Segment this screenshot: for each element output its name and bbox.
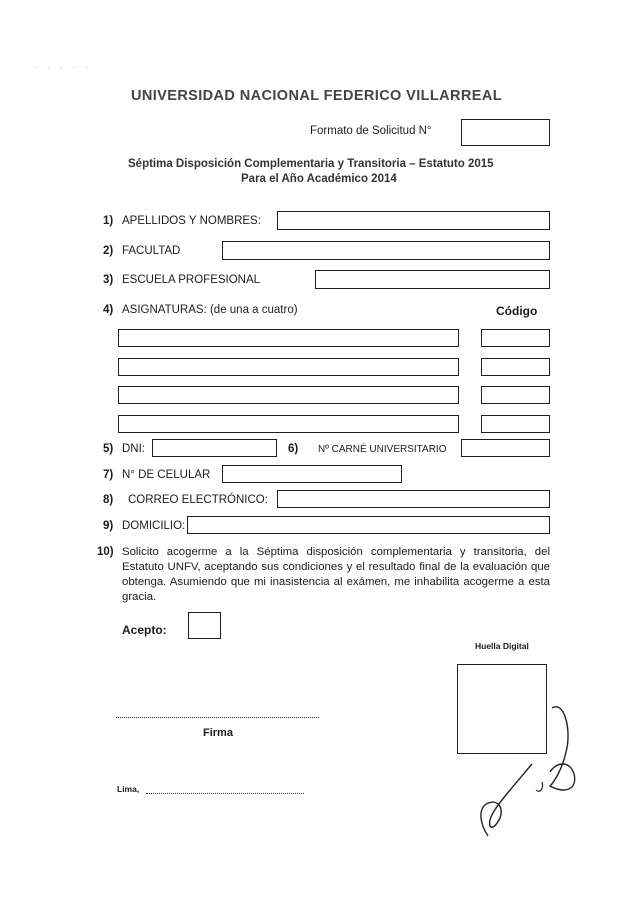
facultad-label: FACULTAD [122, 245, 181, 257]
domicilio-label: DOMICILIO: [122, 520, 186, 532]
handwritten-signature-icon [470, 690, 590, 860]
dni-field[interactable] [152, 439, 277, 457]
domicilio-field[interactable] [187, 516, 550, 534]
correo-field[interactable] [277, 490, 550, 508]
field-2-number: 2) [103, 245, 114, 257]
asignaturas-label: ASIGNATURAS: (de una a cuatro) [122, 304, 298, 316]
declaration-text: Solicito acogerme a la Séptima disposición complementaria y transitoria, del Estatuto UNFV, aceptando sus condiciones y el resultado final de la evaluación que obtenga. Asumiendo que mi inasistencia al exámen, me inhabilita acogerme a esta gracia. [122, 546, 550, 603]
field-5-number: 5) [103, 443, 114, 455]
apellidos-nombres-label: APELLIDOS Y NOMBRES: [122, 215, 261, 227]
carne-universitario-label: Nº CARNÉ UNIVERSITARIO [318, 444, 447, 455]
date-line[interactable] [146, 792, 304, 794]
form-number-box[interactable] [461, 119, 550, 146]
huella-digital-label: Huella Digital [475, 641, 529, 651]
apellidos-nombres-field[interactable] [277, 211, 550, 230]
codigo-field-1[interactable] [481, 329, 550, 347]
escuela-profesional-label: ESCUELA PROFESIONAL [122, 274, 261, 286]
form-number-label: Formato de Solicitud N° [310, 125, 432, 137]
field-6-number: 6) [288, 443, 299, 455]
facultad-field[interactable] [222, 241, 550, 260]
asignatura-field-2[interactable] [118, 358, 459, 376]
subtitle-line1: Séptima Disposición Complementaria y Transitoria – Estatuto 2015 [128, 158, 494, 170]
asignatura-field-1[interactable] [118, 329, 459, 347]
university-title: UNIVERSIDAD NACIONAL FEDERICO VILLARREAL [131, 88, 502, 104]
celular-label: N° DE CELULAR [122, 469, 211, 481]
scan-specks: · · · · · [34, 63, 93, 72]
dni-label: DNI: [122, 443, 145, 455]
signature-line[interactable] [116, 716, 319, 718]
acepto-checkbox[interactable] [188, 612, 221, 639]
asignatura-field-4[interactable] [118, 415, 459, 433]
celular-field[interactable] [222, 465, 402, 483]
field-1-number: 1) [103, 215, 114, 227]
field-10-number: 10) [97, 546, 114, 558]
escuela-profesional-field[interactable] [315, 270, 550, 289]
acepto-label: Acepto: [122, 623, 167, 637]
lima-label: Lima, [117, 784, 140, 794]
codigo-field-3[interactable] [481, 386, 550, 404]
asignatura-field-3[interactable] [118, 386, 459, 404]
field-8-number: 8) [103, 494, 114, 506]
carne-universitario-field[interactable] [461, 439, 550, 457]
codigo-label: Código [496, 304, 538, 318]
codigo-field-4[interactable] [481, 415, 550, 433]
field-7-number: 7) [103, 469, 114, 481]
subtitle-line2: Para el Año Académico 2014 [241, 173, 397, 185]
field-4-number: 4) [103, 304, 114, 316]
field-9-number: 9) [103, 520, 114, 532]
codigo-field-2[interactable] [481, 358, 550, 376]
firma-label: Firma [203, 727, 233, 739]
field-3-number: 3) [103, 274, 114, 286]
correo-label: CORREO ELECTRÓNICO: [128, 494, 268, 506]
